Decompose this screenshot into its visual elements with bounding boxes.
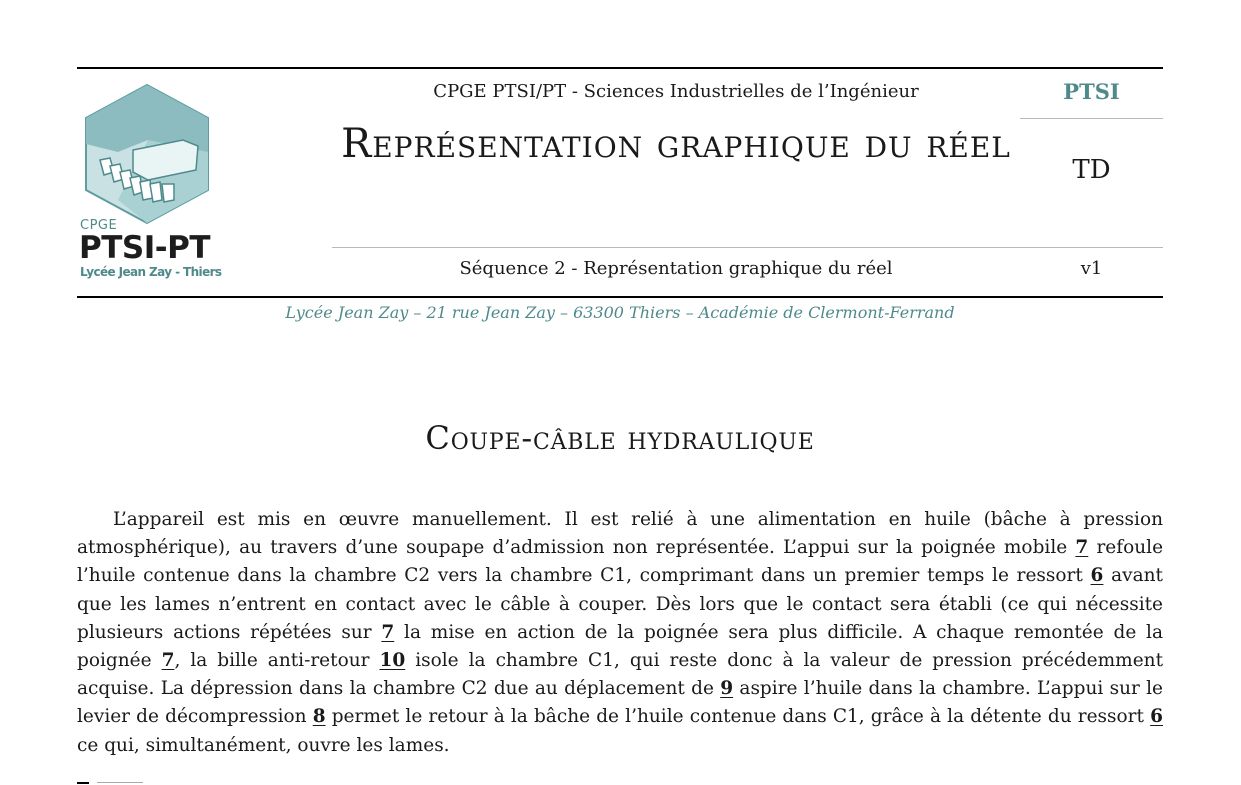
- sequence-label: Séquence 2 - Représentation graphique du réel: [459, 258, 893, 279]
- part-ref-7: 7: [161, 650, 175, 672]
- header-divider: [332, 247, 1163, 248]
- doc-type-tag: TD: [1072, 155, 1111, 185]
- paragraph-text: aspire l’huile dans la chambre. L’appui sur le levier de décompression: [77, 678, 1164, 728]
- logo-cpge-label: CPGE: [80, 218, 118, 233]
- paragraph-text: refoule l’huile contenue dans la chambre C2 vers la chambre C1, comprimant dans un premier temps le ressort: [77, 537, 1164, 587]
- school-address: Lycée Jean Zay – 21 rue Jean Zay – 63300 Thiers – Académie de Clermont-Ferrand: [285, 303, 955, 322]
- paragraph-text: , la bille anti-retour: [174, 650, 380, 672]
- paragraph-text: la mise en action de la poignée sera plus difficile. A chaque remontée de la poignée: [77, 621, 1164, 672]
- class-tag: PTSI: [1063, 79, 1120, 104]
- part-ref-6: 6: [1150, 706, 1163, 728]
- part-ref-9: 9: [720, 678, 734, 700]
- paragraph-text: isole la chambre C1, qui reste donc à la valeur de pression précédemment acquise. La dépression dans la chambre C2 due au déplacement de: [77, 650, 1164, 700]
- description-paragraph: [77, 506, 1163, 760]
- page-title: Représentation graphique du réel: [341, 121, 1011, 167]
- paragraph-text: L’appareil est mis en œuvre manuellement. Il est relié à une alimentation en huile (bâche à pression atmosphérique), au travers d’une soupape d’admission non représentée. L’appui sur la poignée mobile: [77, 509, 1163, 559]
- part-ref-7: 7: [1075, 537, 1089, 559]
- header-bottom-rule: [77, 296, 1163, 298]
- paragraph-text: avant que les lames n’entrent en contact avec le câble à couper. Dès lors que le contact sera établi (ce qui nécessite plusieurs actions répétées sur: [77, 565, 1163, 643]
- footnote-rule-light: [97, 782, 143, 783]
- part-ref-8: 8: [312, 706, 326, 728]
- footnote-rule: [77, 782, 89, 784]
- paragraph-text: permet le retour à la bâche de l’huile contenue dans C1, grâce à la détente du ressort: [325, 706, 1151, 728]
- section-title: Coupe-câble hydraulique: [425, 419, 815, 457]
- logo-name: PTSI-PT: [79, 230, 210, 266]
- tag-divider: [1020, 118, 1163, 119]
- header-subtitle: CPGE PTSI/PT - Sciences Industrielles de l’Ingénieur: [433, 81, 919, 102]
- part-ref-10: 10: [379, 650, 406, 672]
- part-ref-6: 6: [1090, 565, 1104, 587]
- version-tag: v1: [1080, 258, 1103, 279]
- part-ref-7: 7: [381, 621, 395, 643]
- paragraph-text: ce qui, simultanément, ouvre les lames.: [77, 734, 450, 756]
- logo-lycee-label: Lycée Jean Zay - Thiers: [80, 265, 222, 279]
- header-top-rule: [77, 67, 1163, 69]
